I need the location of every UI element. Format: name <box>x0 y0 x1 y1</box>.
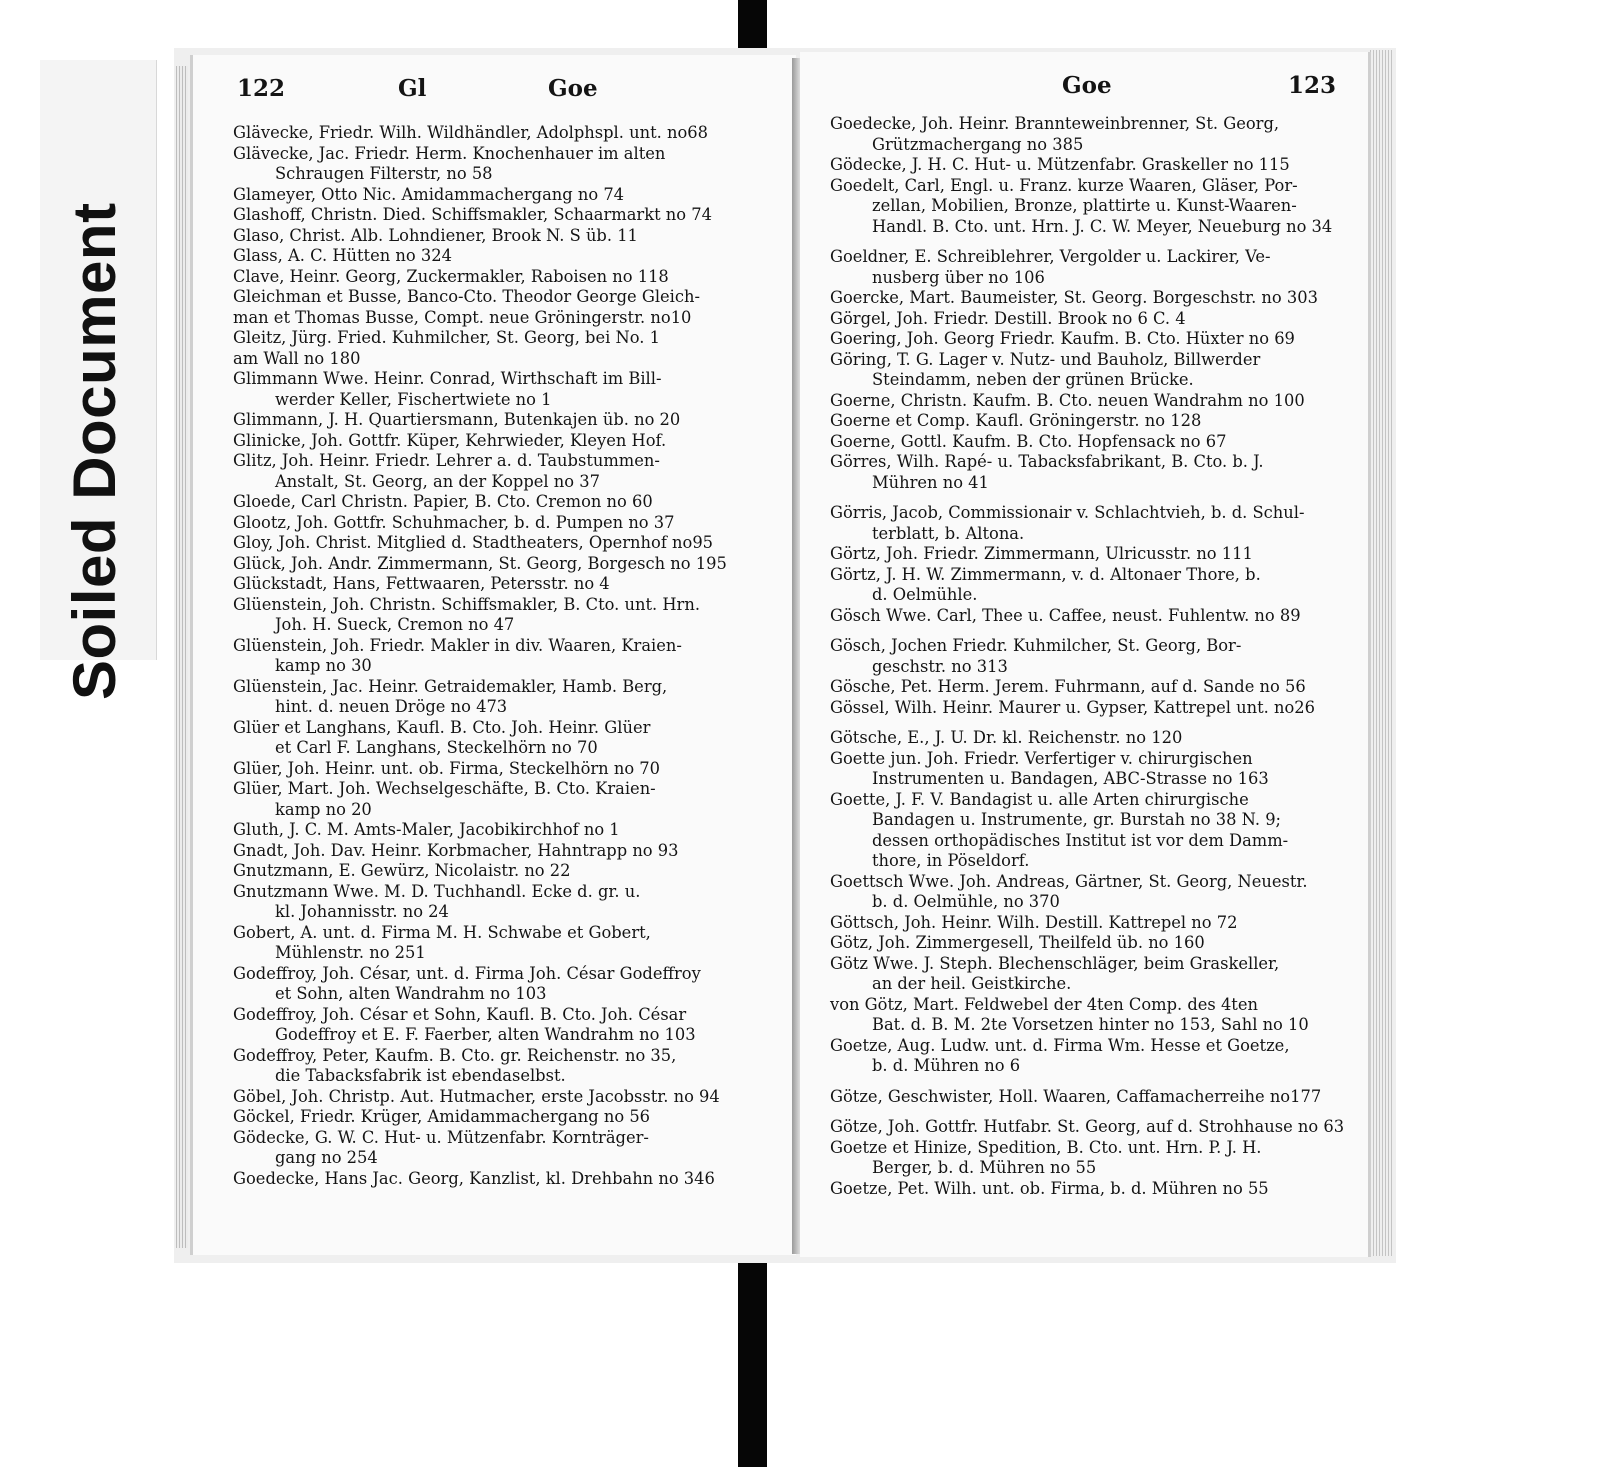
entry-line: hint. d. neuen Dröge no 473 <box>275 697 508 716</box>
entry-line: zellan, Mobilien, Bronze, plattirte u. Kunst-Waaren- <box>872 196 1297 215</box>
entry-line: Glückstadt, Hans, Fettwaaren, Petersstr. no 4 <box>233 574 610 593</box>
left-page-edges <box>176 66 188 1248</box>
entry-line: Mühlenstr. no 251 <box>275 943 426 962</box>
entry-line: Göttsch, Joh. Heinr. Wilh. Destill. Kattrepel no 72 <box>830 912 1238 932</box>
page-number: 123 <box>1288 72 1337 99</box>
entry-line: b. d. Mühren no 6 <box>872 1056 1021 1075</box>
entry-line: Göbel, Joh. Christp. Aut. Hutmacher, erste Jacobsstr. no 94 <box>233 1086 720 1106</box>
entry-line: Glüenstein, Joh. Friedr. Makler in div. Waaren, Kraien- <box>233 635 682 655</box>
left-directory-entries <box>233 123 786 1189</box>
entry-spacer <box>830 1077 1350 1087</box>
entry-line: Joh. H. Sueck, Cremon no 47 <box>275 615 515 634</box>
entry-line: Gösche, Pet. Herm. Jerem. Fuhrmann, auf d. Sande no 56 <box>830 677 1306 696</box>
entry-line: b. d. Oelmühle, no 370 <box>872 892 1060 911</box>
book-gutter <box>792 58 800 1254</box>
entry-line: Glück, Joh. Andr. Zimmermann, St. Georg, Borgesch no 195 <box>233 553 727 573</box>
entry-line: Gloede, Carl Christn. Papier, B. Cto. Cremon no 60 <box>233 492 653 511</box>
soiled-document-stamp <box>40 60 157 700</box>
left-page-header <box>193 55 796 107</box>
entry-line: Glaso, Christ. Alb. Lohndiener, Brook N. S üb. 11 <box>233 225 638 245</box>
entry-spacer <box>830 237 1350 247</box>
entry-line: kamp no 30 <box>275 656 372 675</box>
entry-line: Görres, Wilh. Rapé- u. Tabacksfabrikant, B. Cto. b. J. <box>830 452 1264 471</box>
entry-line: Schraugen Filterstr, no 58 <box>275 164 493 183</box>
entry-line: Gödecke, J. H. C. Hut- u. Mützenfabr. Graskeller no 115 <box>830 155 1290 174</box>
entry-line: Goetze, Aug. Ludw. unt. d. Firma Wm. Hesse et Goetze, <box>830 1035 1290 1055</box>
header-guide-word: Goe <box>1062 72 1112 99</box>
entry-line: Goettsch Wwe. Joh. Andreas, Gärtner, St. Georg, Neuestr. <box>830 871 1308 891</box>
entry-line: Glüenstein, Joh. Christn. Schiffsmakler, B. Cto. unt. Hrn. <box>233 594 701 614</box>
right-page-edges <box>1370 50 1392 1256</box>
header-guide-word-right: Goe <box>548 75 598 102</box>
entry-line: d. Oelmühle. <box>872 585 978 604</box>
entry-line: thore, in Pöseldorf. <box>872 851 1030 870</box>
entry-line: et Sohn, alten Wandrahm no 103 <box>275 984 547 1003</box>
entry-spacer <box>830 718 1350 728</box>
entry-line: Gödecke, G. W. C. Hut- u. Mützenfabr. Kornträger- <box>233 1127 649 1147</box>
entry-line: Glävecke, Friedr. Wilh. Wildhändler, Adolphspl. unt. no68 <box>233 123 708 142</box>
entry-line: Goetze, Pet. Wilh. unt. ob. Firma, b. d. Mühren no 55 <box>830 1178 1269 1198</box>
entry-line: terblatt, b. Altona. <box>872 523 1025 543</box>
entry-line: Gluth, J. C. M. Amts-Maler, Jacobikirchhof no 1 <box>233 820 620 839</box>
entry-line: Anstalt, St. Georg, an der Koppel no 37 <box>275 471 600 491</box>
entry-line: kl. Johannisstr. no 24 <box>275 902 449 921</box>
entry-line: Berger, b. d. Mühren no 55 <box>872 1158 1097 1177</box>
entry-line: nusberg über no 106 <box>872 267 1045 287</box>
entry-line: Görtz, Joh. Friedr. Zimmermann, Ulricusstr. no 111 <box>830 544 1253 563</box>
entry-line: Gössel, Wilh. Heinr. Maurer u. Gypser, Kattrepel unt. no26 <box>830 697 1316 717</box>
entry-spacer <box>830 493 1350 503</box>
entry-line: Godeffroy et E. F. Faerber, alten Wandrahm no 103 <box>275 1025 696 1044</box>
entry-line: Gnutzmann, E. Gewürz, Nicolaistr. no 22 <box>233 861 571 880</box>
entry-line: Götz Wwe. J. Steph. Blechenschläger, beim Graskeller, <box>830 953 1280 973</box>
left-page <box>190 55 796 1255</box>
entry-line: Glimmann, J. H. Quartiersmann, Butenkajen üb. no 20 <box>233 410 681 429</box>
entry-line: werder Keller, Fischertwiete no 1 <box>275 389 552 409</box>
entry-line: Goerne, Gottl. Kaufm. B. Cto. Hopfensack no 67 <box>830 431 1227 451</box>
entry-line: Görgel, Joh. Friedr. Destill. Brook no 6 C. 4 <box>830 308 1186 328</box>
header-guide-word-left: Gl <box>398 75 427 102</box>
entry-line: Goering, Joh. Georg Friedr. Kaufm. B. Cto. Hüxter no 69 <box>830 329 1295 348</box>
entry-line: Götz, Joh. Zimmergesell, Theilfeld üb. no 160 <box>830 933 1205 952</box>
entry-line: Gnutzmann Wwe. M. D. Tuchhandl. Ecke d. gr. u. <box>233 881 641 901</box>
entry-spacer <box>830 1107 1350 1117</box>
entry-line: Bat. d. B. M. 2te Vorsetzen hinter no 153, Sahl no 10 <box>872 1015 1309 1034</box>
stamp-label: Soiled Document <box>61 202 128 700</box>
entry-line: Goerne, Christn. Kaufm. B. Cto. neuen Wandrahm no 100 <box>830 390 1305 410</box>
entry-line: Göckel, Friedr. Krüger, Amidammachergang no 56 <box>233 1107 651 1126</box>
entry-line: Godeffroy, Peter, Kaufm. B. Cto. gr. Reichenstr. no 35, <box>233 1045 677 1065</box>
binding-strap-bottom <box>738 1250 767 1467</box>
entry-line: Gloy, Joh. Christ. Mitglied d. Stadtheaters, Opernhof no95 <box>233 533 714 552</box>
entry-line: Goetze et Hinize, Spedition, B. Cto. unt. Hrn. P. J. H. <box>830 1137 1262 1157</box>
entry-line: Goercke, Mart. Baumeister, St. Georg. Borgeschstr. no 303 <box>830 288 1318 307</box>
entry-line: Glootz, Joh. Gottfr. Schuhmacher, b. d. Pumpen no 37 <box>233 512 675 532</box>
entry-line: Glüer et Langhans, Kaufl. B. Cto. Joh. Heinr. Glüer <box>233 717 651 737</box>
entry-line: Mühren no 41 <box>872 472 989 492</box>
entry-line: Gnadt, Joh. Dav. Heinr. Korbmacher, Hahntrapp no 93 <box>233 840 679 860</box>
entry-line: Gösch Wwe. Carl, Thee u. Caffee, neust. Fuhlentw. no 89 <box>830 605 1301 625</box>
entry-line: Glüer, Joh. Heinr. unt. ob. Firma, Steckelhörn no 70 <box>233 758 661 778</box>
entry-line: Görris, Jacob, Commissionair v. Schlachtvieh, b. d. Schul- <box>830 503 1305 522</box>
entry-line: Glüer, Mart. Joh. Wechselgeschäfte, B. Cto. Kraien- <box>233 779 656 798</box>
entry-line: man et Thomas Busse, Compt. neue Gröningerstr. no10 <box>233 307 692 327</box>
entry-line: Goedecke, Joh. Heinr. Brannteweinbrenner, St. Georg, <box>830 114 1280 133</box>
entry-line: geschstr. no 313 <box>872 656 1008 676</box>
page-number: 122 <box>237 75 286 102</box>
entry-line: Steindamm, neben der grünen Brücke. <box>872 370 1194 389</box>
entry-line: Gleitz, Jürg. Fried. Kuhmilcher, St. Georg, bei No. 1 <box>233 328 660 347</box>
entry-line: Gobert, A. unt. d. Firma M. H. Schwabe et Gobert, <box>233 922 651 942</box>
entry-line: et Carl F. Langhans, Steckelhörn no 70 <box>275 738 598 757</box>
entry-line: Glävecke, Jac. Friedr. Herm. Knochenhauer im alten <box>233 143 666 163</box>
entry-line: Görtz, J. H. W. Zimmermann, v. d. Altonaer Thore, b. <box>830 564 1261 584</box>
entry-line: Clave, Heinr. Georg, Zuckermakler, Raboisen no 118 <box>233 266 669 286</box>
entry-line: Godeffroy, Joh. César et Sohn, Kaufl. B. Cto. Joh. César <box>233 1004 687 1024</box>
entry-line: Götze, Geschwister, Holl. Waaren, Caffamacherreihe no177 <box>830 1086 1322 1106</box>
entry-line: Glameyer, Otto Nic. Amidammachergang no 74 <box>233 184 625 204</box>
entry-line: kamp no 20 <box>275 799 372 819</box>
entry-line: Glitz, Joh. Heinr. Friedr. Lehrer a. d. Taubstummen- <box>233 451 660 470</box>
entry-line: Goeldner, E. Schreiblehrer, Vergolder u. Lackirer, Ve- <box>830 247 1271 266</box>
entry-line: Godeffroy, Joh. César, unt. d. Firma Joh. César Godeffroy <box>233 963 701 983</box>
entry-line: Goerne et Comp. Kaufl. Gröningerstr. no 128 <box>830 411 1202 430</box>
entry-line: Glashoff, Christn. Died. Schiffsmakler, Schaarmarkt no 74 <box>233 205 712 224</box>
entry-line: Gleichman et Busse, Banco-Cto. Theodor George Gleich- <box>233 287 700 306</box>
right-directory-entries <box>830 114 1350 1199</box>
entry-line: Handl. B. Cto. unt. Hrn. J. C. W. Meyer, Neueburg no 34 <box>872 216 1333 236</box>
right-page-header <box>800 52 1368 104</box>
entry-line: Götze, Joh. Gottfr. Hutfabr. St. Georg, auf d. Strohhause no 63 <box>830 1117 1345 1136</box>
right-page <box>800 52 1371 1257</box>
entry-spacer <box>830 626 1350 636</box>
entry-line: Bandagen u. Instrumente, gr. Burstah no 38 N. 9; <box>872 810 1282 829</box>
entry-line: gang no 254 <box>275 1148 378 1167</box>
entry-line: Instrumenten u. Bandagen, ABC-Strasse no 163 <box>872 769 1269 788</box>
entry-line: Gösch, Jochen Friedr. Kuhmilcher, St. Georg, Bor- <box>830 636 1242 655</box>
entry-line: Glass, A. C. Hütten no 324 <box>233 246 452 265</box>
entry-line: Goette jun. Joh. Friedr. Verfertiger v. chirurgischen <box>830 748 1253 768</box>
entry-line: die Tabacksfabrik ist ebendaselbst. <box>275 1066 566 1085</box>
entry-line: Glimmann Wwe. Heinr. Conrad, Wirthschaft im Bill- <box>233 369 662 388</box>
entry-line: von Götz, Mart. Feldwebel der 4ten Comp. des 4ten <box>830 994 1258 1014</box>
entry-line: Grützmachergang no 385 <box>872 134 1084 154</box>
entry-line: Glüenstein, Jac. Heinr. Getraidemakler, Hamb. Berg, <box>233 676 668 696</box>
entry-line: an der heil. Geistkirche. <box>872 974 1072 993</box>
entry-line: Goedelt, Carl, Engl. u. Franz. kurze Waaren, Gläser, Por- <box>830 175 1298 195</box>
entry-line: Glinicke, Joh. Gottfr. Küper, Kehrwieder, Kleyen Hof. <box>233 430 667 450</box>
entry-line: dessen orthopädisches Institut ist vor dem Damm- <box>872 830 1289 850</box>
entry-line: Götsche, E., J. U. Dr. kl. Reichenstr. no 120 <box>830 728 1183 747</box>
entry-line: am Wall no 180 <box>233 348 361 368</box>
entry-line: Goette, J. F. V. Bandagist u. alle Arten chirurgische <box>830 789 1249 809</box>
entry-line: Göring, T. G. Lager v. Nutz- und Bauholz, Billwerder <box>830 349 1261 369</box>
entry-line: Goedecke, Hans Jac. Georg, Kanzlist, kl. Drehbahn no 346 <box>233 1168 715 1188</box>
